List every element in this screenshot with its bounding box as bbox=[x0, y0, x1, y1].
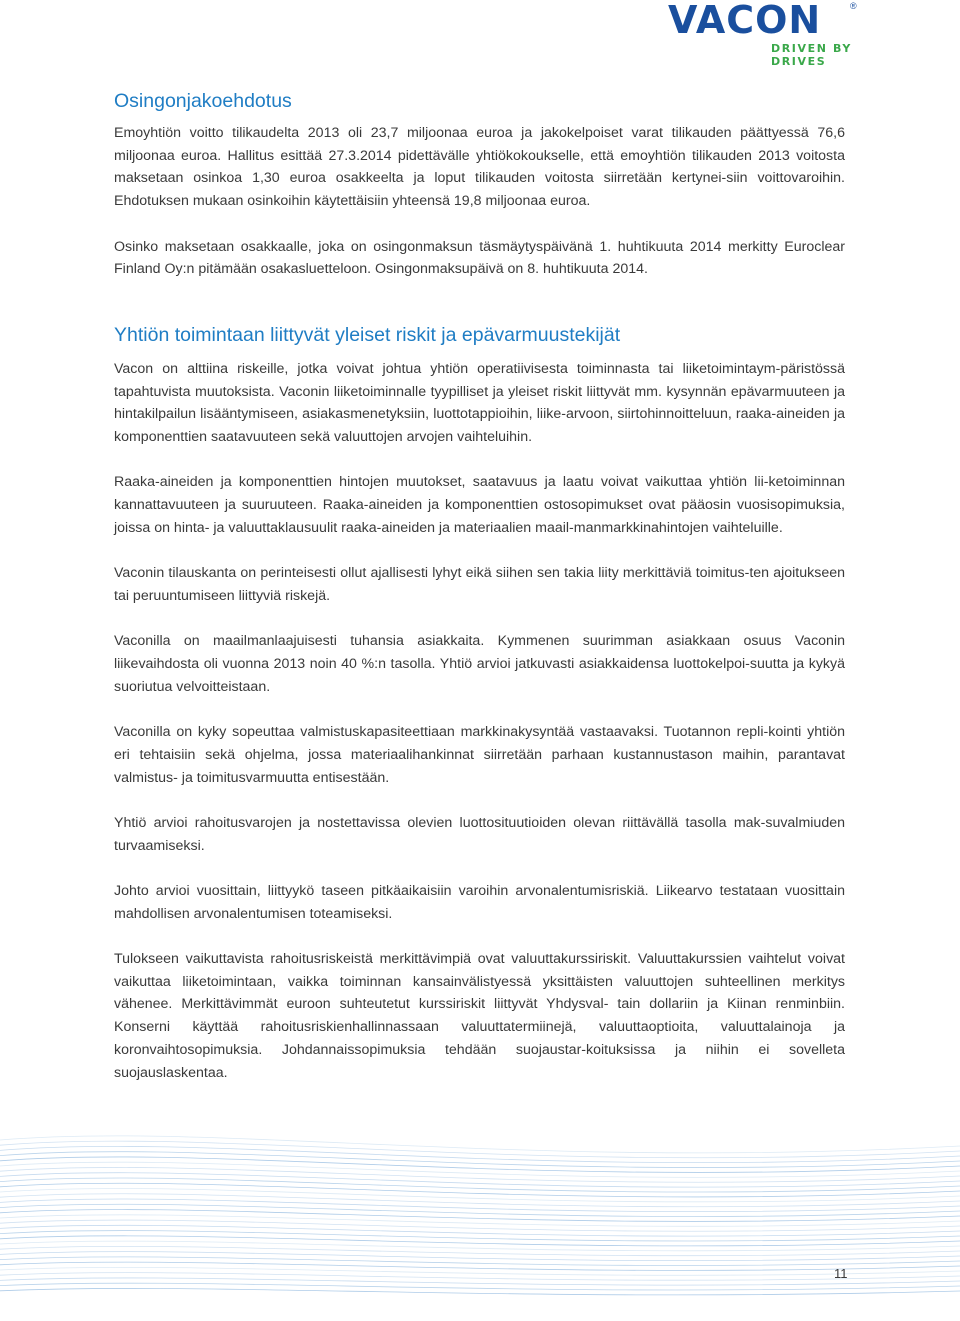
wave-line bbox=[0, 1273, 960, 1281]
text-line: kointi yhtiön eri tehtaisiin sekä ohjelma, jossa materiaalihankinnat siirretään parhaan kustannustason bbox=[114, 724, 846, 763]
paragraph bbox=[114, 948, 845, 1084]
text-line: vaihteluihin. bbox=[457, 429, 533, 446]
text-line: Vaconilla on kyky sopeuttaa valmistuskapasiteettiaan markkinakysyntää vastaavaksi. Tuotannon repli- bbox=[114, 724, 769, 741]
section-heading-dividend-proposal: Osingonjakoehdotus bbox=[114, 90, 292, 112]
wave-line bbox=[0, 1136, 960, 1153]
wave-line bbox=[0, 1146, 960, 1162]
logo-wordmark: VACON bbox=[668, 0, 822, 42]
paragraph bbox=[114, 721, 845, 789]
text-line: Tulokseen vaikuttavista rahoitusriskeistä merkittävimpiä ovat valuuttakurssiriskit. Valuuttakurssien bbox=[114, 951, 742, 968]
text-line: vaihtelut voivat vaikuttaa liiketoimintaan, vaikka toiminnan kansainvälistyessä yksittäisten valuuttojen bbox=[114, 951, 845, 990]
wave-line bbox=[0, 1152, 960, 1168]
text-line: manmarkkinahintojen vaihteluille. bbox=[573, 519, 783, 536]
text-line: vuosittain mahdollisen arvonalentumisen toteamiseksi. bbox=[114, 882, 845, 922]
text-line: Euroclear Finland Oy:n pitämään osakasluetteloon. Osingonmaksupäivä on 8. huhtikuuta 2014. bbox=[114, 238, 845, 278]
text-line: tain dollariin ja Kiinan renminbiin. Konserni käyttää rahoitusriskienhallinnassaan valuuttatermiinejä, bbox=[114, 996, 845, 1036]
text-line: 76,6 miljoonaa euroa. Hallitus esittää 27.3.2014 pidettävälle yhtiökokoukselle, että emoyhtiön tilikauden bbox=[114, 125, 845, 164]
text-line: Raaka-aineiden ja komponenttien hintojen muutokset, saatavuus ja laatu voivat vaikuttaa yhtiön lii- bbox=[114, 474, 769, 491]
page-number: 11 bbox=[834, 1266, 848, 1281]
text-line: siin voittovaroihin. Ehdotuksen mukaan osinkoihin käytettäisiin yhteensä 19,8 miljoonaa euroa. bbox=[114, 170, 845, 210]
text-line: arvoon, siirtohinnoitteluun, raaka-aineiden ja komponenttien saatavuuteen sekä valuuttojen arvojen bbox=[114, 406, 845, 446]
document-body bbox=[114, 88, 845, 1084]
text-line: ten ajoitukseen tai peruuntumiseen liittyviä riskejä. bbox=[114, 565, 845, 604]
paragraph bbox=[114, 880, 845, 925]
wave-line bbox=[0, 1241, 960, 1251]
text-line: Vacon on alttiina riskeille, jotka voivat johtua yhtiön operatiivisesta toiminnasta tai liiketoimintaym- bbox=[114, 360, 781, 377]
text-line: päristössä tapahtuvista muutoksista. Vaconin liiketoiminnalle tyypilliset ja yleiset riskit liittyvät mm. bbox=[114, 360, 845, 400]
text-line: suhteellinen merkitys vähenee. Merkittävimmät euroon suhteutetut kurssiriskit liittyvät Yhdysval- bbox=[114, 973, 846, 1013]
text-line: ketoiminnan kannattavuuteen ja suuruuteen. Raaka-aineiden ja komponenttien ostosopimukset ovat bbox=[114, 474, 845, 514]
wave-line bbox=[0, 1162, 960, 1177]
decorative-wave-lines bbox=[0, 1120, 960, 1321]
vacon-logo bbox=[668, 0, 908, 68]
wave-line bbox=[0, 1157, 960, 1173]
paragraph bbox=[114, 122, 845, 213]
text-line: valuuttaoptioita, valuuttalainoja ja koronvaihtosopimuksia. Johdannaissopimuksia tehdään suojaustar- bbox=[114, 1019, 845, 1058]
text-line: Yhtiö arvioi rahoitusvarojen ja nostettavissa olevien luottosituutioiden olevan riittävällä tasolla mak- bbox=[114, 814, 766, 831]
text-line: koituksissa ja niihin ei sovelleta suojauslaskentaa. bbox=[114, 1041, 845, 1081]
text-line: Vaconilla on maailmanlaajuisesti tuhansia asiakkaita. Kymmenen suurimman asiakkaan osuus Vaconin bbox=[114, 633, 845, 650]
wave-line bbox=[0, 1167, 960, 1182]
section-heading-risks: Yhtiön toimintaan liittyvät yleiset riskit ja epävarmuustekijät bbox=[114, 323, 621, 346]
text-line: Emoyhtiön voitto tilikaudelta 2013 oli 23,7 miljoonaa euroa ja jakokelpoiset varat tilikauden päättyessä bbox=[114, 125, 809, 141]
wave-line bbox=[0, 1178, 960, 1192]
text-line: maihin, parantavat valmistus- ja toimitusvarmuutta entisestään. bbox=[114, 746, 845, 786]
text-line: Vaconin tilauskanta on perinteisesti ollut ajallisesti lyhyt eikä siihen sen takia liity merkittäviä toimitus- bbox=[114, 565, 750, 582]
wave-line bbox=[0, 1246, 960, 1255]
paragraph bbox=[114, 471, 845, 539]
paragraph bbox=[114, 630, 845, 698]
paragraph bbox=[114, 812, 845, 857]
logo-tagline: DRIVEN BY DRIVES bbox=[771, 42, 852, 68]
text-line: suutta ja kykyä suoriutua velvoitteistaan. bbox=[114, 656, 845, 695]
text-line: kysynnän epävarmuuteen ja hintakilpailun lisääntymiseen, asiakasmenetyksiin, luottotappioihin, liike- bbox=[114, 383, 845, 423]
text-line: 2013 voitosta maksetaan osinkoa 1,30 euroa osakkeelta ja loput tilikauden voitosta siirretään kertynei- bbox=[114, 147, 845, 187]
wave-line bbox=[0, 1183, 960, 1197]
text-line: pääosin vuosisopimuksia, joissa on hinta- ja valuuttaklausuulit raaka-aineiden ja materiaalien maail- bbox=[114, 497, 845, 536]
text-line: Johto arvioi vuosittain, liittyykö taseen pitkäaikaisiin varoihin arvonalentumisriskiä. Liikearvo testataan bbox=[114, 882, 778, 899]
paragraph bbox=[114, 562, 845, 607]
paragraph bbox=[114, 236, 845, 281]
text-line: liikevaihdosta oli vuonna 2013 noin 40 %:n tasolla. Yhtiö arvioi jatkuvasti asiakkaidensa luottokelpoi- bbox=[114, 656, 750, 672]
text-line: Osinko maksetaan osakkaalle, joka on osingonmaksun täsmäytyspäivänä 1. huhtikuuta 2014 merkitty bbox=[114, 238, 778, 255]
wave-line bbox=[0, 1173, 960, 1187]
paragraph bbox=[114, 358, 845, 449]
registered-mark: ® bbox=[850, 1, 857, 11]
text-line: suvalmiuden turvaamiseksi. bbox=[114, 814, 845, 854]
wave-line bbox=[0, 1141, 960, 1158]
